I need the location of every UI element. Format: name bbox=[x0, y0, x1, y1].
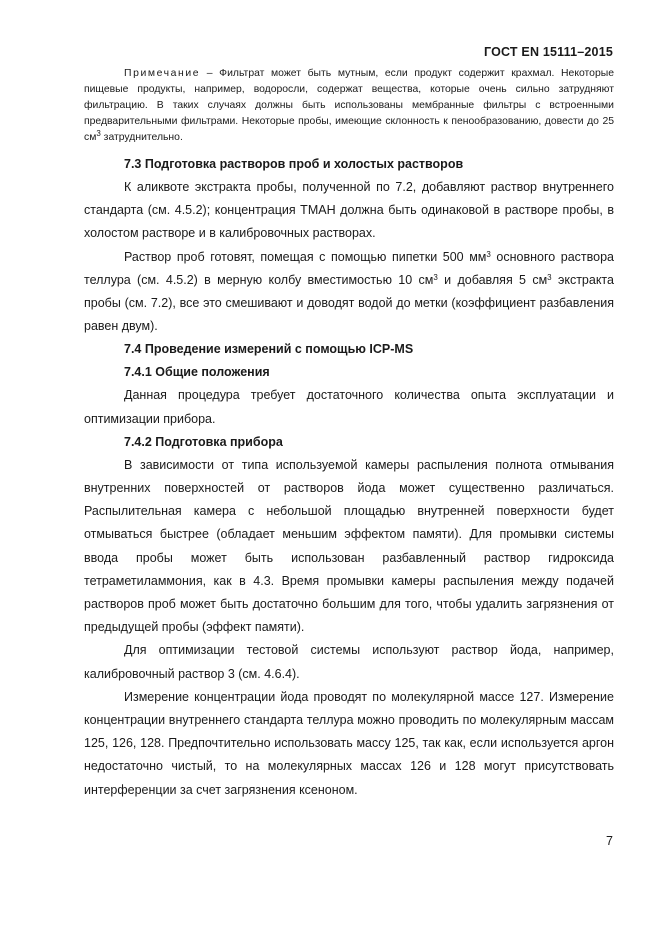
p2-sup-1: 3 bbox=[486, 249, 491, 259]
note-text-1: – Фильтрат может быть мутным, если продукт содержит крахмал. Некоторые пищевые продукты, например, водоросли, содержат вещества, которые очень сильно затрудняют фильтрацию. В таких случаях должны быть использованы мембранные фильтры с встроенными предварительными фильтрами. Некоторые пробы, имеющие склонность к пенообразованию, довести до 25 см bbox=[84, 68, 614, 143]
standard-header: ГОСТ EN 15111–2015 bbox=[483, 45, 613, 59]
paragraph-7-4-2-2: Для оптимизации тестовой системы используют раствор йода, например, калибровочный раствор 3 (см. 4.6.4). bbox=[84, 643, 614, 681]
p2-text-d: экстракта пробы (см. 7.2), все это смешивают и доводят водой до метки (коэффициент разбавления равен двум). bbox=[84, 272, 614, 334]
p2-text-b: основного раствора теллура (см. 4.5.2) в мерную колбу вместимостью 10 см bbox=[84, 249, 614, 287]
page-content bbox=[84, 66, 614, 802]
paragraph-7-4-2-3: Измерение концентрации йода проводят по молекулярной массе 127. Измерение концентрации внутреннего стандарта теллура можно проводить по молекулярным массам 125, 126, 128. Предпочтительно использовать массу 125, так как, если используется аргон недостаточно чистый, то на молекулярных массах 126 и 128 могут присутствовать интерференции за счет загрязнения ксеноном. bbox=[84, 689, 614, 797]
paragraph-7-4-1: Данная процедура требует достаточного количества опыта эксплуатации и оптимизации прибора. bbox=[84, 388, 614, 426]
heading-7-4: 7.4 Проведение измерений с помощью ICP-MS bbox=[124, 342, 414, 357]
paragraph-7-3-2 bbox=[84, 246, 614, 339]
heading-7-4-2: 7.4.2 Подготовка прибора bbox=[124, 434, 283, 449]
page-number: 7 bbox=[606, 834, 613, 848]
heading-7-3: 7.3 Подготовка растворов проб и холостых растворов bbox=[124, 157, 464, 171]
p2-sup-3: 3 bbox=[547, 272, 552, 282]
p2-text-c: и добавляя 5 см bbox=[437, 272, 548, 287]
p2-sup-2: 3 bbox=[433, 272, 438, 282]
heading-7-4-1: 7.4.1 Общие положения bbox=[124, 365, 270, 380]
paragraph-7-3-1: К аликвоте экстракта пробы, полученной по 7.2, добавляют раствор внутреннего стандарта (см. 4.5.2); концентрация ТМАН должна быть одинаковой в растворе пробы, в холостом растворе и в калибровочных растворах. bbox=[84, 180, 614, 241]
paragraph-7-4-2-1: В зависимости от типа используемой камеры распыления полнота отмывания внутренних поверхностей от растворов йода может существенно различаться. Распылительная камера с небольшой площадью внутренней поверхности будет отмываться быстрее (обладает меньшим эффектом памяти). Для промывки системы ввода пробы может быть использован разбавленный раствор гидроксида тетраметиламмония, как в 4.3. Время промывки камеры распыления между подачей растворов проб может быть достаточно большим для того, чтобы удалить загрязнения от предыдущей пробы (эффект памяти). bbox=[84, 457, 614, 635]
p2-text-a: Раствор проб готовят, помещая с помощью пипетки 500 мм bbox=[124, 249, 487, 264]
note-text-2: затруднительно. bbox=[100, 132, 183, 143]
note-label: Примечание bbox=[124, 68, 201, 79]
note-paragraph bbox=[84, 66, 614, 146]
note-sup: 3 bbox=[96, 129, 101, 138]
